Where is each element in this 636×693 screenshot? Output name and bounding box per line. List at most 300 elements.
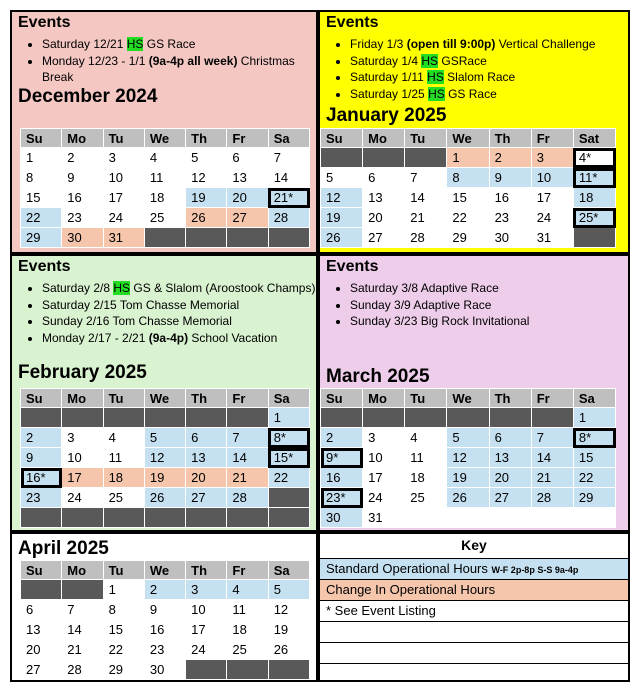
week-row <box>21 660 310 680</box>
day-cell: 26 <box>447 488 489 508</box>
day-cell: 17 <box>62 468 103 488</box>
day-cell: 6 <box>363 168 405 188</box>
weekday-header-row <box>21 561 310 580</box>
week-row <box>321 148 616 168</box>
day-cell: 24 <box>103 208 144 228</box>
day-cell: 27 <box>363 228 405 248</box>
day-cell: 25 <box>103 488 144 508</box>
day-cell: 28 <box>62 660 103 680</box>
day-cell: 4 <box>405 428 447 448</box>
event-text: Saturday 1/11 <box>350 70 428 85</box>
day-cell: 20 <box>186 468 227 488</box>
weekday-header-row <box>321 389 616 408</box>
empty-day-cell <box>405 408 447 428</box>
day-cell: 6 <box>186 428 227 448</box>
day-cell: 14 <box>405 188 447 208</box>
week-row <box>21 600 310 620</box>
week-row <box>21 468 310 488</box>
empty-day-cell <box>21 408 62 428</box>
event-text: Monday 2/17 - 2/21 <box>42 330 149 345</box>
week-row <box>21 208 310 228</box>
empty-day-cell <box>62 508 103 528</box>
event-item <box>350 36 630 53</box>
day-cell: 15 <box>21 188 62 208</box>
weekday-header-row <box>21 389 310 408</box>
weekday-header: Tu <box>405 129 447 148</box>
day-cell: 18 <box>405 468 447 488</box>
day-cell: 12 <box>447 448 489 468</box>
day-cell: 22 <box>103 640 144 660</box>
event-text: Sunday 2/16 Tom Chasse Memorial <box>42 314 232 329</box>
day-cell: 3 <box>363 428 405 448</box>
day-cell: 17 <box>103 188 144 208</box>
day-cell: 4 <box>103 428 144 448</box>
key-blank-row <box>320 643 628 664</box>
day-cell: 6 <box>21 600 62 620</box>
event-text: Vertical Challenge <box>495 37 596 51</box>
weekday-header: Sat <box>573 129 615 148</box>
empty-day-cell <box>321 408 363 428</box>
weekday-header: Th <box>186 561 227 580</box>
event-item <box>42 330 322 347</box>
weekday-header: Mo <box>62 129 103 148</box>
day-cell: 5 <box>321 168 363 188</box>
week-row <box>321 468 616 488</box>
event-item <box>42 53 312 86</box>
key-standard-times: W-F 2p-8p S-S 9a-4p <box>491 565 579 575</box>
day-cell: 25* <box>573 208 615 228</box>
empty-day-cell <box>186 508 227 528</box>
january-calendar <box>320 128 616 248</box>
weekday-header: Fr <box>227 561 268 580</box>
day-cell: 13 <box>227 168 268 188</box>
day-cell: 15 <box>573 448 615 468</box>
day-cell: 18 <box>573 188 615 208</box>
march-month-title: March 2025 <box>326 366 430 387</box>
day-cell: 27 <box>186 488 227 508</box>
day-cell: 12 <box>144 448 185 468</box>
day-cell: 20 <box>489 468 531 488</box>
weekday-header: Mo <box>363 389 405 408</box>
empty-day-cell <box>321 148 363 168</box>
empty-day-cell <box>186 228 227 248</box>
event-item <box>42 36 312 53</box>
day-cell: 17 <box>363 468 405 488</box>
weekday-header: Su <box>321 129 363 148</box>
day-cell: 1 <box>103 580 144 600</box>
day-cell: 4 <box>227 580 268 600</box>
empty-day-cell <box>268 660 309 680</box>
weekday-header: Fr <box>227 389 268 408</box>
day-cell: 2 <box>489 148 531 168</box>
day-cell: 27 <box>489 488 531 508</box>
empty-day-cell <box>144 228 185 248</box>
event-text: School Vacation <box>188 330 278 345</box>
day-cell: 14 <box>227 448 268 468</box>
empty-day-cell <box>227 508 268 528</box>
day-cell: 25 <box>405 488 447 508</box>
day-cell: 15 <box>103 620 144 640</box>
empty-day-cell <box>144 508 185 528</box>
weekday-header-row <box>21 129 310 148</box>
april-month-title: April 2025 <box>18 538 109 559</box>
march-panel <box>318 254 630 532</box>
day-cell: 9* <box>321 448 363 468</box>
december-month-title: December 2024 <box>18 86 158 107</box>
key-event-listing: * See Event Listing <box>320 601 628 622</box>
december-events-list <box>36 36 312 86</box>
day-cell: 11* <box>573 168 615 188</box>
january-events-list <box>344 36 630 102</box>
day-cell: 19 <box>144 468 185 488</box>
weekday-header: Mo <box>62 561 103 580</box>
empty-day-cell <box>405 508 447 528</box>
event-text: Sunday 3/9 Adaptive Race <box>350 297 492 312</box>
event-text: GSRace <box>438 53 487 68</box>
day-cell: 31 <box>103 228 144 248</box>
week-row <box>321 488 616 508</box>
week-row <box>21 408 310 428</box>
week-row <box>321 428 616 448</box>
day-cell: 15 <box>447 188 489 208</box>
weekday-header: We <box>144 389 185 408</box>
day-cell: 4* <box>573 148 615 168</box>
january-events-heading: Events <box>326 14 379 31</box>
weekday-header: We <box>447 389 489 408</box>
day-cell: 16 <box>321 468 363 488</box>
empty-day-cell <box>227 660 268 680</box>
day-cell: 7 <box>62 600 103 620</box>
february-events-heading: Events <box>18 258 71 275</box>
april-calendar <box>20 560 310 680</box>
event-text: Saturday 1/25 <box>350 86 429 101</box>
weekday-header: Sa <box>268 561 309 580</box>
empty-day-cell <box>21 580 62 600</box>
empty-day-cell <box>186 660 227 680</box>
day-cell: 27 <box>227 208 268 228</box>
day-cell: 7 <box>227 428 268 448</box>
event-item <box>350 313 630 330</box>
key-standard-hours <box>320 559 628 580</box>
week-row <box>21 580 310 600</box>
weekday-header: Sa <box>268 129 309 148</box>
day-cell: 25 <box>227 640 268 660</box>
weekday-header: Th <box>186 389 227 408</box>
empty-day-cell <box>489 508 531 528</box>
day-cell: 19 <box>321 208 363 228</box>
event-text: Saturday 12/21 <box>42 37 127 51</box>
day-cell: 31 <box>531 228 573 248</box>
weekday-header: Sa <box>573 389 615 408</box>
day-cell: 7 <box>268 148 309 168</box>
hs-tag: HS <box>126 37 144 51</box>
event-text: Monday 12/23 - 1/1 <box>42 53 149 68</box>
week-row <box>21 228 310 248</box>
week-row <box>321 188 616 208</box>
empty-day-cell <box>103 508 144 528</box>
week-row <box>21 188 310 208</box>
day-cell: 2 <box>321 428 363 448</box>
day-cell: 28 <box>531 488 573 508</box>
empty-day-cell <box>363 148 405 168</box>
event-text: GS & Slalom (Aroostook Champs) <box>130 281 316 295</box>
day-cell: 13 <box>489 448 531 468</box>
hs-tag: HS <box>428 86 445 101</box>
day-cell: 29 <box>103 660 144 680</box>
week-row <box>21 640 310 660</box>
day-cell: 12 <box>268 600 309 620</box>
day-cell: 30 <box>144 660 185 680</box>
day-cell: 31 <box>363 508 405 528</box>
day-cell: 29 <box>573 488 615 508</box>
day-cell: 24 <box>531 208 573 228</box>
day-cell: 3 <box>531 148 573 168</box>
march-events-list <box>344 280 630 330</box>
key-standard-label: Standard Operational Hours <box>326 561 488 576</box>
week-row <box>21 168 310 188</box>
week-row <box>21 428 310 448</box>
day-cell: 30 <box>321 508 363 528</box>
december-panel <box>10 10 318 254</box>
day-cell: 23 <box>489 208 531 228</box>
empty-day-cell <box>447 408 489 428</box>
day-cell: 19 <box>186 188 227 208</box>
empty-day-cell <box>227 228 268 248</box>
week-row <box>21 488 310 508</box>
day-cell: 16 <box>144 620 185 640</box>
week-row <box>321 508 616 528</box>
day-cell: 22 <box>573 468 615 488</box>
event-item <box>42 313 322 330</box>
weekday-header: We <box>144 129 185 148</box>
day-cell: 10 <box>186 600 227 620</box>
empty-day-cell <box>268 488 309 508</box>
day-cell: 7 <box>405 168 447 188</box>
day-cell: 28 <box>405 228 447 248</box>
day-cell: 23 <box>21 488 62 508</box>
march-events-heading: Events <box>326 258 379 275</box>
day-cell: 22 <box>21 208 62 228</box>
day-cell: 23* <box>321 488 363 508</box>
event-text: Sunday 3/23 Big Rock Invitational <box>350 314 530 329</box>
day-cell: 1 <box>573 408 615 428</box>
day-cell: 11 <box>405 448 447 468</box>
day-cell: 19 <box>268 620 309 640</box>
empty-day-cell <box>268 508 309 528</box>
day-cell: 12 <box>321 188 363 208</box>
day-cell: 21* <box>268 188 309 208</box>
february-calendar <box>20 388 310 528</box>
day-cell: 15* <box>268 448 309 468</box>
day-cell: 30 <box>62 228 103 248</box>
day-cell: 1 <box>447 148 489 168</box>
day-cell: 20 <box>227 188 268 208</box>
day-cell: 17 <box>531 188 573 208</box>
day-cell: 11 <box>103 448 144 468</box>
day-cell: 14 <box>268 168 309 188</box>
day-cell: 22 <box>268 468 309 488</box>
day-cell: 8 <box>447 168 489 188</box>
event-text: Saturday 2/15 Tom Chasse Memorial <box>42 297 240 312</box>
event-text: GS Race <box>444 86 497 101</box>
event-item <box>350 53 630 70</box>
day-cell: 16* <box>21 468 62 488</box>
weekday-header: Th <box>186 129 227 148</box>
february-month-title: February 2025 <box>18 362 147 383</box>
day-cell: 23 <box>144 640 185 660</box>
day-cell: 10 <box>363 448 405 468</box>
day-cell: 22 <box>447 208 489 228</box>
day-cell: 14 <box>531 448 573 468</box>
day-cell: 5 <box>447 428 489 448</box>
day-cell: 24 <box>62 488 103 508</box>
day-cell: 14 <box>62 620 103 640</box>
day-cell: 9 <box>21 448 62 468</box>
day-cell: 8* <box>573 428 615 448</box>
week-row <box>21 620 310 640</box>
day-cell: 29 <box>21 228 62 248</box>
weekday-header: We <box>144 561 185 580</box>
weekday-header: Tu <box>103 389 144 408</box>
day-cell: 26 <box>268 640 309 660</box>
day-cell: 9 <box>144 600 185 620</box>
day-cell: 28 <box>268 208 309 228</box>
day-cell: 16 <box>489 188 531 208</box>
event-item <box>42 280 322 297</box>
empty-day-cell <box>62 580 103 600</box>
weekday-header: Fr <box>227 129 268 148</box>
key-change-hours: Change In Operational Hours <box>320 580 628 601</box>
week-row <box>321 408 616 428</box>
empty-day-cell <box>227 408 268 428</box>
event-hours: (9a-4p) <box>148 330 189 345</box>
empty-day-cell <box>573 228 615 248</box>
event-item <box>42 297 322 314</box>
day-cell: 5 <box>186 148 227 168</box>
event-text: GS Race <box>143 37 196 51</box>
week-row <box>321 208 616 228</box>
day-cell: 5 <box>144 428 185 448</box>
day-cell: 21 <box>227 468 268 488</box>
day-cell: 2 <box>62 148 103 168</box>
day-cell: 13 <box>21 620 62 640</box>
day-cell: 9 <box>62 168 103 188</box>
day-cell: 11 <box>144 168 185 188</box>
day-cell: 10 <box>103 168 144 188</box>
empty-day-cell <box>573 508 615 528</box>
day-cell: 2 <box>21 428 62 448</box>
weekday-header: Tu <box>103 129 144 148</box>
weekday-header: Fr <box>531 129 573 148</box>
empty-day-cell <box>103 408 144 428</box>
february-panel <box>10 254 318 532</box>
empty-day-cell <box>531 408 573 428</box>
day-cell: 12 <box>186 168 227 188</box>
key-blank-row <box>320 622 628 643</box>
event-hours: (9a-4p all week) <box>148 53 238 68</box>
march-calendar <box>320 388 616 528</box>
hs-tag: HS <box>113 281 131 295</box>
day-cell: 18 <box>227 620 268 640</box>
day-cell: 25 <box>144 208 185 228</box>
event-text: Saturday 3/8 Adaptive Race <box>350 281 499 295</box>
day-cell: 6 <box>227 148 268 168</box>
weekday-header: Tu <box>103 561 144 580</box>
april-panel <box>10 532 318 682</box>
day-cell: 30 <box>489 228 531 248</box>
event-item <box>350 297 630 314</box>
event-text: Saturday 2/8 <box>42 281 114 295</box>
december-events-heading: Events <box>18 14 71 31</box>
day-cell: 4 <box>144 148 185 168</box>
week-row <box>321 228 616 248</box>
event-text: Christmas Break <box>42 53 295 85</box>
day-cell: 19 <box>447 468 489 488</box>
day-cell: 28 <box>227 488 268 508</box>
day-cell: 27 <box>21 660 62 680</box>
day-cell: 24 <box>363 488 405 508</box>
day-cell: 11 <box>227 600 268 620</box>
hs-tag: HS <box>427 70 444 85</box>
empty-day-cell <box>405 148 447 168</box>
weekday-header: Tu <box>405 389 447 408</box>
week-row <box>321 448 616 468</box>
event-item <box>350 69 630 86</box>
weekday-header-row <box>321 129 616 148</box>
weekday-header: We <box>447 129 489 148</box>
empty-day-cell <box>21 508 62 528</box>
day-cell: 13 <box>363 188 405 208</box>
day-cell: 3 <box>62 428 103 448</box>
empty-day-cell <box>144 408 185 428</box>
empty-day-cell <box>489 408 531 428</box>
event-item <box>350 280 630 297</box>
event-item <box>350 86 630 103</box>
event-text: Slalom Race <box>443 70 516 85</box>
day-cell: 29 <box>447 228 489 248</box>
day-cell: 1 <box>21 148 62 168</box>
empty-day-cell <box>62 408 103 428</box>
event-text: Saturday 1/4 <box>350 53 422 68</box>
weekday-header: Fr <box>531 389 573 408</box>
day-cell: 21 <box>531 468 573 488</box>
day-cell: 16 <box>62 188 103 208</box>
empty-day-cell <box>447 508 489 528</box>
day-cell: 21 <box>62 640 103 660</box>
weekday-header: Mo <box>363 129 405 148</box>
day-cell: 3 <box>103 148 144 168</box>
day-cell: 26 <box>144 488 185 508</box>
week-row <box>21 448 310 468</box>
empty-day-cell <box>531 508 573 528</box>
hs-tag: HS <box>421 53 439 68</box>
weekday-header: Mo <box>62 389 103 408</box>
day-cell: 18 <box>144 188 185 208</box>
day-cell: 23 <box>62 208 103 228</box>
day-cell: 26 <box>321 228 363 248</box>
january-month-title: January 2025 <box>326 105 447 126</box>
weekday-header: Su <box>21 129 62 148</box>
day-cell: 24 <box>186 640 227 660</box>
empty-day-cell <box>186 408 227 428</box>
day-cell: 20 <box>363 208 405 228</box>
event-hours: (open till 9:00p) <box>406 37 496 51</box>
december-calendar <box>20 128 310 248</box>
day-cell: 10 <box>62 448 103 468</box>
weekday-header: Th <box>489 129 531 148</box>
day-cell: 17 <box>186 620 227 640</box>
day-cell: 21 <box>405 208 447 228</box>
